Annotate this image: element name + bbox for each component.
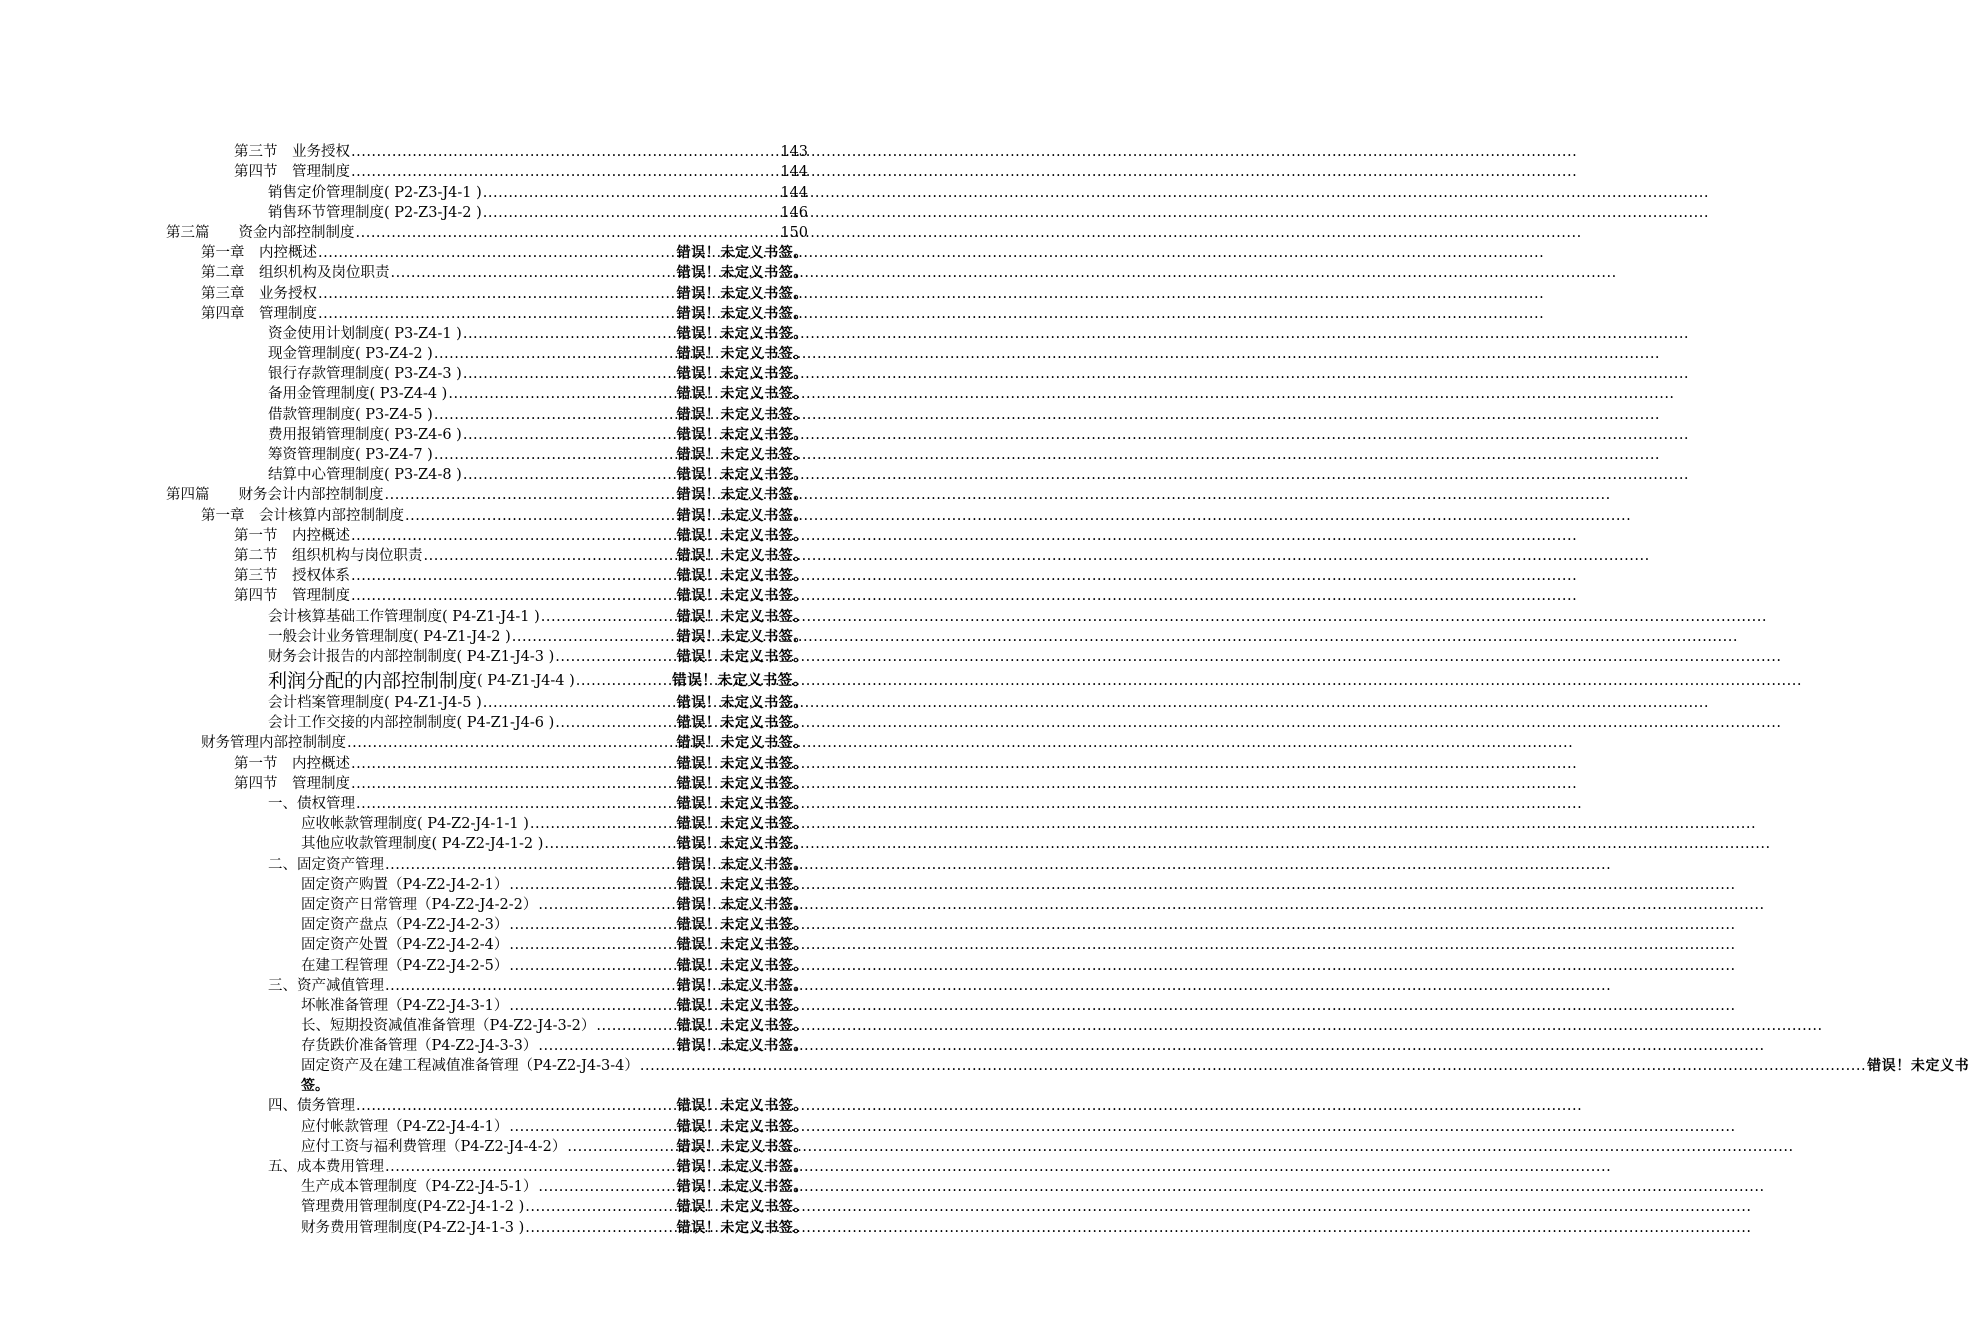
toc-entry-label: 第一节 内控概述 xyxy=(234,755,350,772)
table-of-contents xyxy=(0,142,1969,1238)
toc-leader-dots xyxy=(567,1137,675,1157)
toc-entry-page: 错误！未定义书签。 xyxy=(676,816,808,833)
toc-leader-dots xyxy=(351,162,779,182)
toc-entry-page: 错误！未定义书签。 xyxy=(676,447,808,463)
toc-entry-label: 筹资管理制度( P3-Z4-7 ) xyxy=(268,447,433,463)
toc-entry-label: 第三篇 资金内部控制制度 xyxy=(166,224,355,241)
toc-leader-dots xyxy=(405,506,676,526)
toc-entry-label: 第四章 管理制度 xyxy=(201,305,317,322)
toc-entry-label: 其他应收款管理制度( P4-Z2-J4-1-2 ) xyxy=(301,836,544,853)
toc-leader-dots xyxy=(351,586,676,606)
toc-leader-dots xyxy=(525,1197,675,1217)
toc-entry[interactable] xyxy=(0,1157,950,1177)
toc-leader-dots xyxy=(424,546,676,566)
toc-entry-label: 应付帐款管理（P4-Z2-J4-4-1） xyxy=(301,1118,509,1135)
toc-leader-dots xyxy=(538,1177,675,1197)
toc-entry-label: 财务会计报告的内部控制制度( P4-Z1-J4-3 ) xyxy=(268,648,555,665)
toc-entry[interactable] xyxy=(0,1197,950,1217)
toc-entry-label: 结算中心管理制度( P3-Z4-8 ) xyxy=(268,467,462,484)
toc-entry-page: 错误！未定义书签。 xyxy=(676,386,808,403)
toc-entry-wrap xyxy=(301,1056,1969,1096)
toc-entry-label: 资金使用计划制度( P3-Z4-1 ) xyxy=(268,325,462,342)
toc-entry-page: 146 xyxy=(780,204,808,221)
toc-entry-label: 应收帐款管理制度( P4-Z2-J4-1-1 ) xyxy=(301,816,529,833)
toc-entry-page: 错误！未定义书签。 xyxy=(676,775,808,792)
toc-leader-dots xyxy=(509,1117,675,1137)
toc-entry-label: 在建工程管理（P4-Z2-J4-2-5） xyxy=(301,957,509,974)
toc-entry-label: 第四节 管理制度 xyxy=(234,588,350,605)
toc-entry[interactable] xyxy=(0,243,950,263)
toc-entry-page: 错误！未定义书签。 xyxy=(676,1098,808,1115)
toc-entry[interactable] xyxy=(0,283,950,303)
toc-leader-dots xyxy=(596,1016,675,1036)
toc-leader-dots xyxy=(434,405,676,425)
toc-entry-label: 费用报销管理制度( P3-Z4-6 ) xyxy=(268,426,462,443)
toc-entry-page: 错误！未定义书签。 xyxy=(672,672,808,689)
toc-entry[interactable] xyxy=(0,834,950,854)
toc-entry-page: 错误！未定义书签。 xyxy=(676,896,808,913)
toc-entry[interactable] xyxy=(0,142,950,162)
toc-entry[interactable] xyxy=(0,647,950,667)
toc-entry-label: 会计工作交接的内部控制制度( P4-Z1-J4-6 ) xyxy=(268,715,555,732)
toc-entry-label: 管理费用管理制度(P4-Z2-J4-1-2 ) xyxy=(301,1199,525,1216)
toc-leader-dots xyxy=(509,935,675,955)
toc-entry-label: 第三节 授权体系 xyxy=(234,568,350,585)
toc-entry-label: 销售定价管理制度( P2-Z3-J4-1 ) xyxy=(268,184,482,201)
toc-entry-label: 一、债权管理 xyxy=(268,796,355,812)
toc-entry[interactable] xyxy=(0,526,950,546)
toc-entry[interactable] xyxy=(0,733,950,753)
toc-entry-page: 错误！未定义书签。 xyxy=(676,997,808,1014)
toc-entry-page: 错误！未定义书签。 xyxy=(676,856,808,873)
toc-entry[interactable] xyxy=(0,1016,950,1036)
toc-entry-label: 第一章 会计核算内部控制制度 xyxy=(201,507,404,524)
toc-entry[interactable] xyxy=(0,627,950,647)
toc-entry-label: 四、债务管理 xyxy=(268,1098,355,1115)
toc-entry-page: 144 xyxy=(780,184,808,201)
toc-entry[interactable] xyxy=(0,753,950,773)
toc-entry-page: 144 xyxy=(780,164,808,181)
toc-entry[interactable] xyxy=(0,445,950,465)
toc-entry[interactable] xyxy=(0,854,950,874)
toc-entry-page: 错误！未定义书签。 xyxy=(676,1038,808,1055)
toc-entry[interactable] xyxy=(0,915,950,935)
toc-entry-page: 错误！未定义书签。 xyxy=(676,917,808,934)
toc-entry[interactable] xyxy=(0,182,950,202)
toc-entry-page: 错误！未定义书签。 xyxy=(676,507,808,524)
toc-leader-dots xyxy=(483,183,780,203)
toc-leader-dots xyxy=(385,1157,676,1177)
toc-leader-dots xyxy=(351,566,676,586)
toc-entry-page: 错误！未定义书签。 xyxy=(676,406,808,423)
toc-entry-page: 错误！未定义书签。 xyxy=(676,836,808,853)
toc-entry-page: 143 xyxy=(780,144,808,161)
toc-entry-page: 错误！未定义书签。 xyxy=(676,265,808,282)
toc-leader-dots xyxy=(356,794,676,814)
toc-entry[interactable] xyxy=(0,1036,950,1056)
toc-entry[interactable] xyxy=(0,713,950,733)
toc-entry-page: 错误！未定义书签。 xyxy=(676,1179,808,1196)
toc-entry-page: 错误！未定义书签。 xyxy=(676,937,808,954)
toc-entry-label: 会计档案管理制度( P4-Z1-J4-5 ) xyxy=(268,695,482,712)
toc-entry[interactable] xyxy=(0,935,950,955)
toc-entry-page: 错误！未定义书 xyxy=(1867,1058,1969,1075)
toc-entry-page: 错误！未定义书签。 xyxy=(676,876,808,893)
toc-entry-label: 借款管理制度( P3-Z4-5 ) xyxy=(268,406,433,423)
toc-leader-dots xyxy=(434,445,676,465)
toc-entry-label: 第一章 内控概述 xyxy=(201,245,317,262)
toc-entry-label: 固定资产日常管理（P4-Z2-J4-2-2） xyxy=(301,896,538,913)
toc-entry-page: 错误！未定义书签。 xyxy=(676,977,808,994)
toc-entry[interactable] xyxy=(0,774,950,794)
toc-entry[interactable] xyxy=(0,875,950,895)
toc-leader-dots xyxy=(385,976,676,996)
toc-entry-page: 错误！未定义书签。 xyxy=(676,1159,808,1175)
toc-leader-dots xyxy=(555,647,675,667)
toc-leader-dots xyxy=(448,384,675,404)
toc-entry-page: 错误！未定义书签。 xyxy=(676,695,808,712)
toc-entry[interactable] xyxy=(0,324,950,344)
toc-leader-dots xyxy=(385,855,676,875)
toc-entry-page: 错误！未定义书签。 xyxy=(676,1138,808,1155)
toc-entry-label: 第四节 管理制度 xyxy=(234,164,350,181)
toc-entry[interactable] xyxy=(0,976,950,996)
toc-entry-page: 错误！未定义书签。 xyxy=(676,285,808,302)
toc-leader-dots xyxy=(483,203,780,223)
toc-leader-dots xyxy=(509,875,675,895)
toc-entry-page: 错误！未定义书签。 xyxy=(676,957,808,974)
toc-leader-dots xyxy=(463,465,676,485)
toc-entry-page: 错误！未定义书签。 xyxy=(676,735,808,752)
toc-leader-dots xyxy=(356,223,780,243)
toc-entry-label: 第一节 内控概述 xyxy=(234,527,350,544)
toc-entry-page: 150 xyxy=(780,224,808,241)
toc-entry[interactable] xyxy=(0,667,950,693)
toc-entry[interactable] xyxy=(0,1116,950,1136)
toc-entry[interactable] xyxy=(0,1056,1969,1096)
toc-entry[interactable] xyxy=(0,1177,950,1197)
toc-entry-label: 固定资产及在建工程减值准备管理（P4-Z2-J4-3-4） xyxy=(301,1058,639,1075)
toc-entry-label: 应付工资与福利费管理（P4-Z2-J4-4-2） xyxy=(301,1138,567,1155)
toc-entry[interactable] xyxy=(0,223,950,243)
toc-entry-label: 五、成本费用管理 xyxy=(268,1159,384,1175)
toc-entry-page: 错误！未定义书签。 xyxy=(676,588,808,605)
toc-entry[interactable] xyxy=(0,263,950,283)
toc-leader-dots xyxy=(351,526,676,546)
toc-entry-label: 第二节 组织机构与岗位职责 xyxy=(234,547,423,564)
toc-entry-page: 错误！未定义书签。 xyxy=(676,608,808,625)
toc-entry-page: 错误！未定义书签。 xyxy=(676,1199,808,1216)
toc-leader-dots xyxy=(351,774,676,794)
toc-leader-dots xyxy=(483,693,676,713)
toc-entry-label: 生产成本管理制度（P4-Z2-J4-5-1） xyxy=(301,1179,538,1196)
toc-leader-dots xyxy=(463,364,676,384)
toc-leader-dots xyxy=(318,304,676,324)
toc-entry-page-continued: 签。 xyxy=(301,1078,329,1095)
toc-leader-dots xyxy=(509,915,675,935)
toc-entry[interactable] xyxy=(0,996,950,1016)
toc-entry-label: 固定资产盘点（P4-Z2-J4-2-3） xyxy=(301,917,509,934)
toc-entry-page: 错误！未定义书签。 xyxy=(676,796,808,812)
toc-entry-label: 财务费用管理制度(P4-Z2-J4-1-3 ) xyxy=(301,1219,525,1236)
toc-entry[interactable] xyxy=(0,364,950,384)
toc-entry[interactable] xyxy=(0,955,950,975)
toc-entry-line xyxy=(301,1056,1969,1076)
toc-entry-label: 会计核算基础工作管理制度( P4-Z1-J4-1 ) xyxy=(268,608,540,625)
toc-entry[interactable] xyxy=(0,546,950,566)
toc-entry-page: 错误！未定义书签。 xyxy=(676,426,808,443)
toc-entry-label: 银行存款管理制度( P3-Z4-3 ) xyxy=(268,366,462,383)
toc-leader-dots xyxy=(385,485,676,505)
toc-entry-page: 错误！未定义书签。 xyxy=(676,325,808,342)
toc-leader-dots xyxy=(530,814,676,834)
toc-leader-dots xyxy=(463,324,676,344)
toc-leader-dots xyxy=(555,713,675,733)
toc-leader-dots xyxy=(351,142,779,162)
toc-entry-label: 二、固定资产管理 xyxy=(268,856,384,873)
toc-entry-page: 错误！未定义书签。 xyxy=(676,527,808,544)
toc-entry[interactable] xyxy=(0,566,950,586)
toc-entry-page: 错误！未定义书签。 xyxy=(676,568,808,585)
toc-entry[interactable] xyxy=(0,814,950,834)
toc-entry[interactable] xyxy=(0,344,950,364)
toc-entry[interactable] xyxy=(0,505,950,525)
toc-entry-page: 错误！未定义书签。 xyxy=(676,305,808,322)
toc-leader-dots xyxy=(509,996,675,1016)
toc-entry[interactable] xyxy=(0,586,950,606)
toc-leader-dots xyxy=(640,1056,1866,1076)
toc-entry-page: 错误！未定义书签。 xyxy=(676,547,808,564)
toc-entry-label: 第四篇 财务会计内部控制制度 xyxy=(166,487,384,504)
toc-entry-label: 销售环节管理制度( P2-Z3-J4-2 ) xyxy=(268,204,482,221)
toc-entry[interactable] xyxy=(0,203,950,223)
toc-leader-dots xyxy=(318,243,676,263)
toc-leader-dots xyxy=(391,263,676,283)
toc-leader-dots xyxy=(356,1096,676,1116)
toc-entry-label: 第三章 业务授权 xyxy=(201,285,317,302)
toc-entry-label: 固定资产购置（P4-Z2-J4-2-1） xyxy=(301,876,509,893)
toc-entry-label: 长、短期投资减值准备管理（P4-Z2-J4-3-2） xyxy=(301,1018,596,1035)
toc-entry-page: 错误！未定义书签。 xyxy=(676,628,808,645)
toc-entry-label: 第四节 管理制度 xyxy=(234,775,350,792)
toc-leader-dots xyxy=(525,1218,675,1238)
toc-entry[interactable] xyxy=(0,404,950,424)
toc-entry-label: 利润分配的内部控制制度 xyxy=(268,669,478,692)
toc-entry-page: 错误！未定义书签。 xyxy=(676,245,808,262)
toc-entry[interactable] xyxy=(0,1217,950,1237)
toc-entry-page: 错误！未定义书签。 xyxy=(676,715,808,732)
toc-entry[interactable] xyxy=(0,304,950,324)
toc-entry-label: 三、资产减值管理 xyxy=(268,977,384,994)
toc-entry-label: 财务管理内部控制制度 xyxy=(201,735,346,752)
toc-entry[interactable] xyxy=(0,384,950,404)
toc-leader-dots xyxy=(544,834,675,854)
toc-entry-label: 第三节 业务授权 xyxy=(234,144,350,161)
toc-leader-dots xyxy=(351,754,676,774)
toc-leader-dots xyxy=(576,669,671,693)
toc-entry-code: ( P4-Z1-J4-4 ) xyxy=(477,672,575,689)
toc-entry[interactable] xyxy=(0,485,950,505)
toc-entry-label: 存货跌价准备管理（P4-Z2-J4-3-3） xyxy=(301,1038,538,1055)
toc-leader-dots xyxy=(538,1036,675,1056)
toc-entry[interactable] xyxy=(0,465,950,485)
toc-entry-page: 错误！未定义书签。 xyxy=(676,1018,808,1035)
toc-entry[interactable] xyxy=(0,693,950,713)
toc-entry-label: 坏帐准备管理（P4-Z2-J4-3-1） xyxy=(301,997,509,1014)
toc-leader-dots xyxy=(538,895,675,915)
toc-entry[interactable] xyxy=(0,1096,950,1116)
toc-leader-dots xyxy=(509,956,675,976)
toc-entry-page: 错误！未定义书签。 xyxy=(676,1118,808,1135)
toc-leader-dots xyxy=(347,733,676,753)
toc-entry-label: 现金管理制度( P3-Z4-2 ) xyxy=(268,346,433,363)
toc-entry-label: 第二章 组织机构及岗位职责 xyxy=(201,265,390,282)
toc-leader-dots xyxy=(463,425,676,445)
toc-leader-dots xyxy=(318,284,676,304)
toc-entry[interactable] xyxy=(0,425,950,445)
toc-entry-page: 错误！未定义书签。 xyxy=(676,1219,808,1236)
toc-leader-dots xyxy=(541,607,676,627)
toc-entry[interactable] xyxy=(0,606,950,626)
toc-entry[interactable] xyxy=(0,794,950,814)
toc-entry-page: 错误！未定义书签。 xyxy=(676,346,808,363)
toc-entry-page: 错误！未定义书签。 xyxy=(676,467,808,484)
toc-entry-label: 备用金管理制度( P3-Z4-4 ) xyxy=(268,386,448,403)
toc-entry[interactable] xyxy=(0,162,950,182)
toc-leader-dots xyxy=(512,627,676,647)
toc-entry-page: 错误！未定义书签。 xyxy=(676,487,808,504)
toc-entry[interactable] xyxy=(0,895,950,915)
toc-entry[interactable] xyxy=(0,1137,950,1157)
toc-leader-dots xyxy=(434,344,676,364)
toc-entry-page: 错误！未定义书签。 xyxy=(676,648,808,665)
toc-entry-label: 固定资产处置（P4-Z2-J4-2-4） xyxy=(301,937,509,954)
toc-entry-label: 一般会计业务管理制度( P4-Z1-J4-2 ) xyxy=(268,628,511,645)
toc-entry-page: 错误！未定义书签。 xyxy=(676,366,808,383)
toc-entry-page: 错误！未定义书签。 xyxy=(676,755,808,772)
